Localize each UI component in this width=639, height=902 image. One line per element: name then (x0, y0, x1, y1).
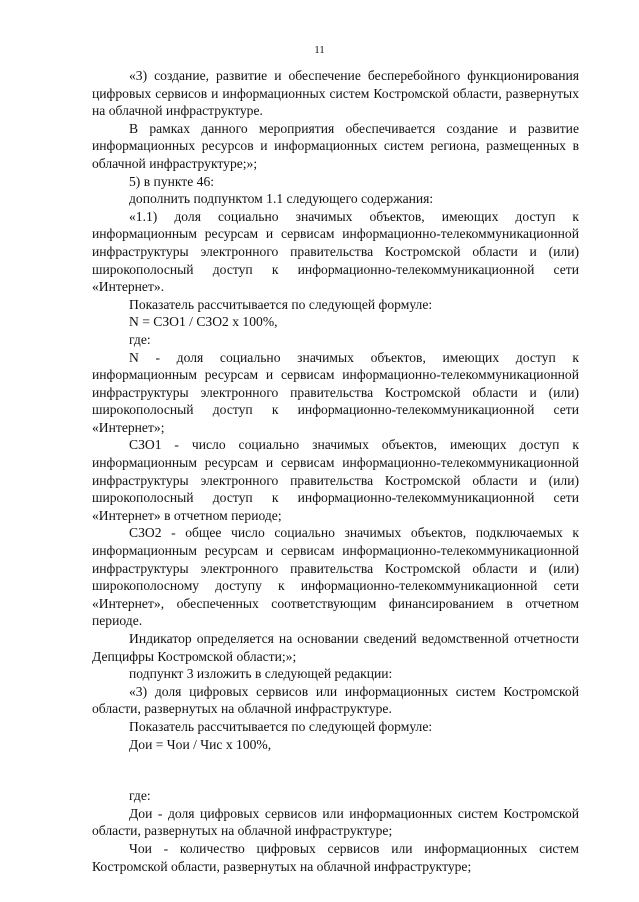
definition: Дои - доля цифровых сервисов или информационных систем Костромской области, развернутых на облачной инфраструктуре; (92, 805, 579, 839)
page-number: 11 (314, 44, 325, 56)
paragraph: «3) доля цифровых сервисов или информационных систем Костромской области, развернутых на облачной инфраструктуре. (92, 683, 579, 717)
definition: N - доля социально значимых объектов, имеющих доступ к информационным ресурсам и сервисам информационно-телекоммуникационной инфраструктуры электронного правительства Костромской области и (или) широкополосный доступ к информационно-телекоммуникационной сети «Интернет»; (92, 349, 579, 435)
paragraph: «1.1) доля социально значимых объектов, имеющих доступ к информационным ресурсам и сервисам информационно-телекоммуникационной инфраструктуры электронного правительства Костромской области и (или) широкополосный доступ к информационно-телекоммуникационной сети «Интернет». (92, 208, 579, 295)
paragraph: где: (129, 331, 151, 347)
definition: Чои - количество цифровых сервисов или информационных систем Костромской области, развернутых на облачной инфраструктуре; (92, 840, 579, 874)
paragraph: где: (129, 788, 151, 804)
paragraph: Индикатор определяется на основании сведений ведомственной отчетности Депцифры Костромской области;»; (92, 631, 579, 664)
paragraph: Показатель рассчитывается по следующей формуле: (129, 296, 433, 312)
definition: СЗО2 - общее число социально значимых объектов, подключаемых к информационным ресурсам и сервисам информационно-телекоммуникационной инфраструктуры электронного правительства Костромской области и (или) широкополосному доступу к информационно-телекоммуникационной сети «Интернет», обеспеченных соответствующим финансированием в отчетном периоде. (92, 525, 579, 629)
definition: СЗО1 - число социально значимых объектов, имеющих доступ к информационным ресурсам и сервисам информационно-телекоммуникационной инфраструктуры электронного правительства Костромской области и (или) широкополосный доступ к информационно-телекоммуникационной сети «Интернет» в отчетном периоде; (92, 437, 579, 523)
paragraph: подпункт 3 изложить в следующей редакции: (129, 666, 393, 682)
paragraph: Показатель рассчитывается по следующей формуле: (129, 718, 433, 734)
paragraph: 5) в пункте 46: (129, 173, 215, 189)
paragraph: В рамках данного мероприятия обеспечивается создание и развитие информационных ресурсов и информационных систем региона, размещенных в облачной инфраструктуре;»; (92, 120, 579, 171)
paragraph: дополнить подпунктом 1.1 следующего содержания: (129, 191, 434, 207)
formula: Дои = Чои / Чис x 100%, (129, 736, 272, 752)
document-body (92, 67, 579, 875)
formula: N = СЗО1 / СЗО2 x 100%, (129, 314, 278, 330)
paragraph: «3) создание, развитие и обеспечение бесперебойного функционирования цифровых сервисов и информационных систем Костромской области, развернутых на облачной инфраструктуре. (92, 68, 579, 119)
